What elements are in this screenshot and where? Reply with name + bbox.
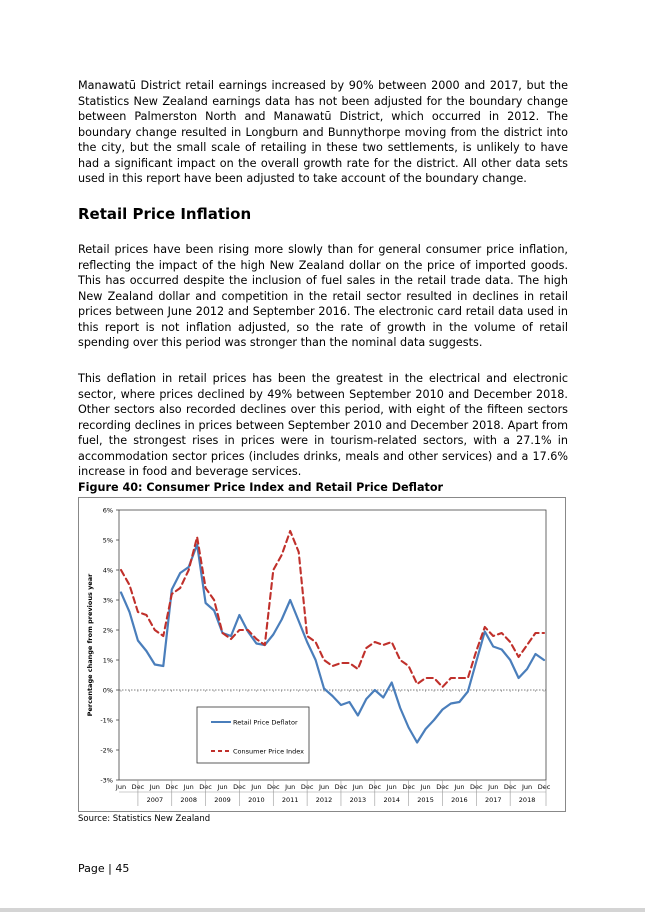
y-tick-label: 1% <box>102 656 113 665</box>
year-label: 2009 <box>214 796 231 804</box>
x-tick-label: Dec <box>503 783 517 791</box>
x-tick-label: Dec <box>402 783 415 791</box>
year-label: 2017 <box>484 796 502 804</box>
consumer-price-index-line <box>121 531 544 687</box>
price-index-chart <box>79 498 567 813</box>
chart-frame <box>78 497 566 812</box>
page-number: Page | 45 <box>78 862 130 875</box>
source-note: Source: Statistics New Zealand <box>78 814 211 824</box>
year-label: 2018 <box>518 796 536 804</box>
legend-label: Retail Price Deflator <box>233 718 298 727</box>
year-label: 2013 <box>349 796 367 804</box>
x-tick-label: Dec <box>334 783 348 791</box>
y-tick-label: -3% <box>100 776 113 785</box>
year-label: 2011 <box>281 796 299 804</box>
section-heading: Retail Price Inflation <box>78 205 252 223</box>
y-tick-label: 2% <box>102 626 113 635</box>
x-tick-label: Dec <box>131 783 145 791</box>
year-label: 2012 <box>315 796 333 804</box>
year-label: 2014 <box>383 796 400 804</box>
y-tick-label: -2% <box>100 746 113 755</box>
x-tick-label: Dec <box>470 783 483 791</box>
year-label: 2016 <box>451 796 468 804</box>
page-bottom-border <box>0 908 645 912</box>
x-tick-label: Jun <box>183 783 194 791</box>
year-label: 2010 <box>248 796 265 804</box>
paragraph-boundary-change: Manawatū District retail earnings increased by 90% between 2000 and 2017, but the Statistics New Zealand earnings data has not been adjusted for the boundary change between Palmerston North and Manawatū District, which occurred in 2012. The boundary change resulted in Longburn and Bunnythorpe moving from the district into the city, but the small scale of retailing in these two settlements, is unlikely to have had a significant impact on the overall growth rate for the district. All other data sets used in this report have been adjusted to take account of the boundary change. <box>78 79 568 185</box>
x-tick-label: Dec <box>199 783 212 791</box>
x-tick-label: Jun <box>420 783 431 791</box>
x-tick-label: Jun <box>386 783 397 791</box>
x-tick-label: Jun <box>149 783 160 791</box>
figure-title: Figure 40: Consumer Price Index and Retail Price Deflator <box>78 481 444 494</box>
y-tick-label: 5% <box>102 536 113 545</box>
paragraph-deflation: This deflation in retail prices has been the greatest in the electrical and electronic sector, where prices declined by 49% between September 2010 and December 2018. Other sectors also recorded declines over this period, with eight of the fifteen sectors recording declines in prices between September 2010 and December 2018. Apart from fuel, the strongest rises in prices were in tourism-related sectors, with a 27.1% in accommodation sector prices (includes drinks, meals and other services) and a 17.6% increase in food and beverage services. <box>78 372 568 478</box>
year-label: 2008 <box>180 796 197 804</box>
legend-label: Consumer Price Index <box>233 747 305 756</box>
x-tick-label: Jun <box>251 783 262 791</box>
x-tick-label: Jun <box>454 783 465 791</box>
y-tick-label: 6% <box>102 506 113 515</box>
y-tick-label: 3% <box>102 596 113 605</box>
year-label: 2007 <box>146 796 164 804</box>
x-tick-label: Jun <box>115 783 127 791</box>
x-tick-label: Dec <box>165 783 179 791</box>
year-label: 2015 <box>417 796 434 804</box>
x-tick-label: Jun <box>285 783 296 791</box>
paragraph-retail-prices: Retail prices have been rising more slowly than for general consumer price inflation, reflecting the impact of the high New Zealand dollar on the price of imported goods. This has occurred despite the inclusion of fuel sales in the retail trade data. The high New Zealand dollar and competition in the retail sector resulted in declines in retail prices between June 2012 and September 2016. The electronic card retail data used in this report is not inflation adjusted, so the rate of growth in the volume of retail spending over this period was stronger than the nominal data suggests. <box>78 243 568 349</box>
x-tick-label: Jun <box>352 783 363 791</box>
x-tick-label: Dec <box>233 783 246 791</box>
retail-price-deflator-line <box>121 545 544 743</box>
x-tick-label: Jun <box>217 783 228 791</box>
x-tick-label: Jun <box>318 783 330 791</box>
x-tick-label: Dec <box>368 783 382 791</box>
x-tick-label: Dec <box>300 783 314 791</box>
x-tick-label: Dec <box>266 783 280 791</box>
x-tick-label: Jun <box>522 783 533 791</box>
y-tick-label: -1% <box>100 716 113 725</box>
y-tick-label: 4% <box>102 566 113 575</box>
x-tick-label: Dec <box>537 783 551 791</box>
y-axis-title: Percentage change from previous year <box>86 573 94 717</box>
y-tick-label: 0% <box>102 686 113 695</box>
x-tick-label: Jun <box>488 783 499 791</box>
x-tick-label: Dec <box>436 783 449 791</box>
